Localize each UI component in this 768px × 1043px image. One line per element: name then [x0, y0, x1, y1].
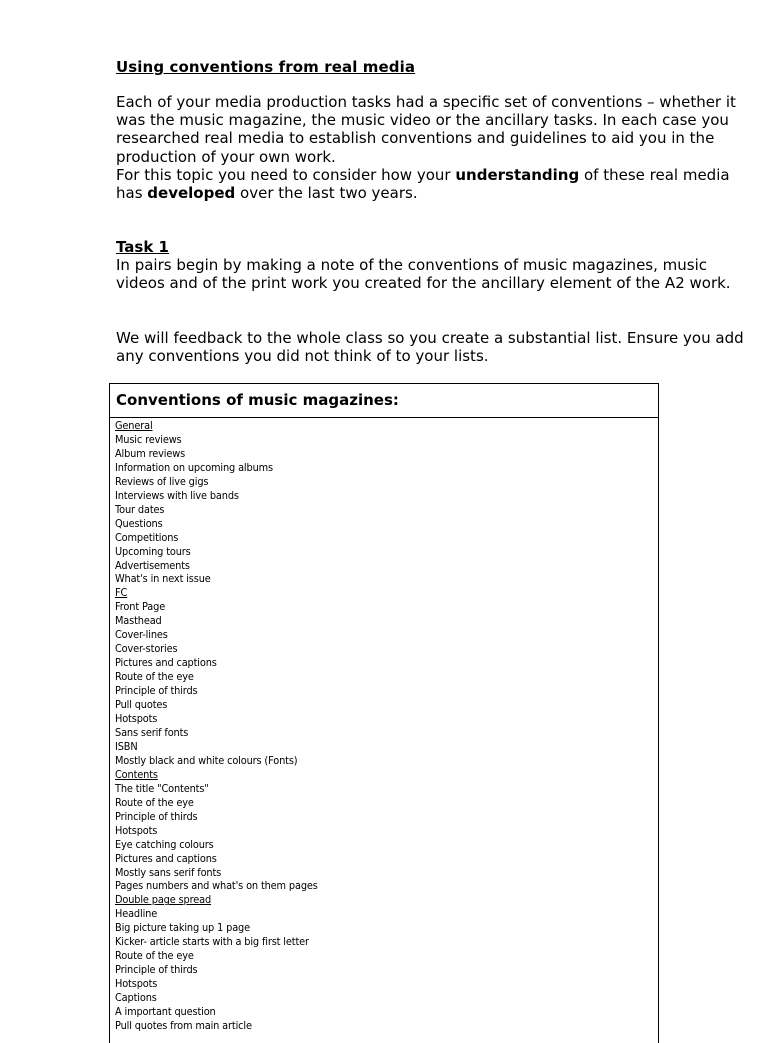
- list-item: Cover-lines: [115, 630, 168, 642]
- list-item: Captions: [115, 993, 157, 1005]
- list-item: Pull quotes from main article: [115, 1020, 252, 1032]
- conventions-table: [109, 383, 659, 1043]
- list-item: Masthead: [115, 616, 162, 628]
- list-item: Big picture taking up 1 page: [115, 923, 250, 935]
- task-feedback-note: We will feedback to the whole class so you create a substantial list. Ensure you add any conventions you did not think of to your lists.: [116, 329, 744, 366]
- intro-text-start: For this topic you need to consider how your: [116, 165, 456, 184]
- list-item: Pictures and captions: [115, 658, 217, 670]
- list-item: Advertisements: [115, 560, 190, 572]
- list-item: ISBN: [115, 741, 138, 753]
- list-item: Principle of thirds: [115, 965, 198, 977]
- list-item: The title "Contents": [115, 783, 209, 795]
- list-item: Route of the eye: [115, 951, 194, 963]
- list-item: Tour dates: [115, 504, 165, 516]
- list-item: Sans serif fonts: [115, 727, 189, 739]
- list-section-heading: Double page spread: [115, 895, 212, 907]
- list-item: Principle of thirds: [115, 811, 198, 823]
- table-header: Conventions of music magazines:: [110, 384, 658, 418]
- list-item: Front Page: [115, 602, 166, 614]
- list-item: Eye catching colours: [115, 839, 214, 851]
- list-item: Pages numbers and what's on them pages: [115, 881, 318, 893]
- list-item: Competitions: [115, 532, 179, 544]
- list-section-heading: FC: [115, 588, 128, 600]
- list-item: Reviews of live gigs: [115, 476, 209, 488]
- list-item: Questions: [115, 518, 163, 530]
- list-item: Hotspots: [115, 825, 158, 837]
- list-item: What's in next issue: [115, 574, 211, 586]
- page-heading: Using conventions from real media: [116, 58, 416, 76]
- list-section-heading: General: [115, 421, 153, 432]
- list-item: Mostly sans serif fonts: [115, 867, 222, 879]
- list-item: Album reviews: [115, 448, 186, 460]
- list-item: Pictures and captions: [115, 853, 217, 865]
- intro-text: Each of your media production tasks had a specific set of conventions – whether it was the music magazine, the music video or the ancillary tasks. In each case you researched real media to establish conventions and guidelines to aid you in the production of your own work.: [116, 93, 736, 166]
- task-instructions: In pairs begin by making a note of the conventions of music magazines, music videos and of the print work you created for the ancillary element of the A2 work.: [116, 256, 731, 293]
- list-item: Information on upcoming albums: [115, 462, 273, 474]
- list-item: Hotspots: [115, 979, 158, 991]
- list-item: Cover-stories: [115, 644, 178, 656]
- list-section-heading: Contents: [115, 769, 158, 781]
- task-title: Task 1: [116, 238, 169, 256]
- list-item: Route of the eye: [115, 672, 194, 684]
- list-item: Music reviews: [115, 434, 182, 446]
- intro-paragraph: [116, 93, 756, 202]
- list-item: Kicker- article starts with a big first letter: [115, 937, 309, 949]
- list-item: Route of the eye: [115, 797, 194, 809]
- intro-text-mid: of these real media has: [116, 165, 730, 203]
- conventions-list: [110, 418, 658, 1034]
- list-item: Principle of thirds: [115, 686, 198, 698]
- intro-text-end: over the last two years.: [235, 184, 418, 203]
- list-item: A important question: [115, 1007, 216, 1019]
- list-item: Headline: [115, 909, 158, 921]
- list-item: Mostly black and white colours (Fonts): [115, 755, 298, 767]
- list-item: Pull quotes: [115, 700, 168, 712]
- list-item: Hotspots: [115, 714, 158, 726]
- list-item: Interviews with live bands: [115, 490, 239, 502]
- keyword-understanding: understanding: [455, 165, 580, 184]
- list-item: Upcoming tours: [115, 546, 191, 558]
- keyword-developed: developed: [147, 184, 236, 203]
